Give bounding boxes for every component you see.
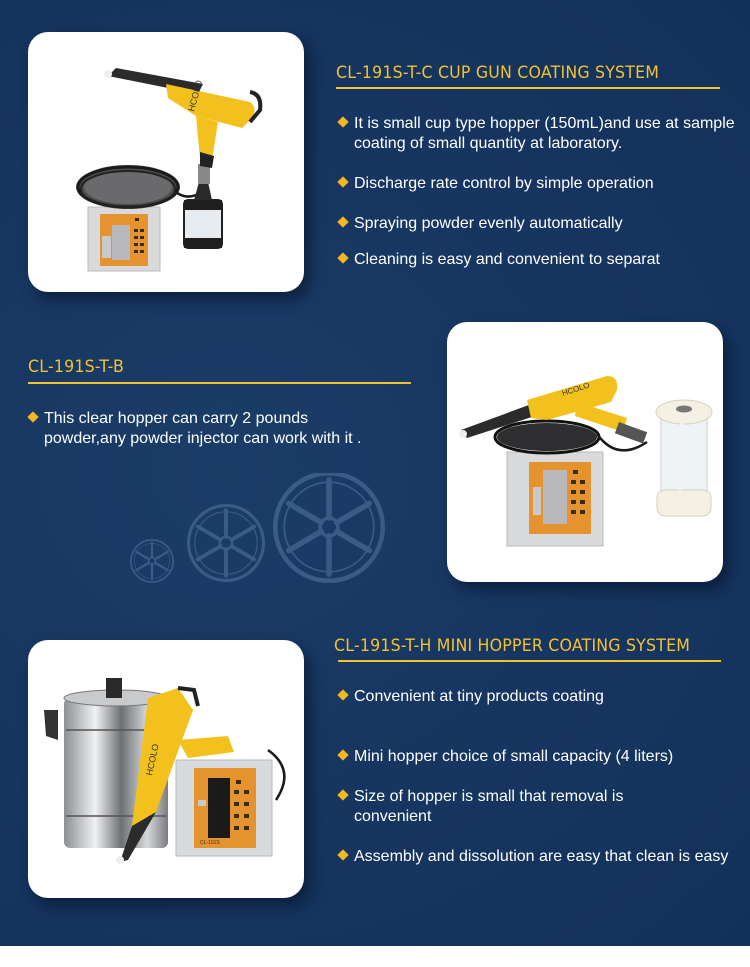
- diamond-bullet-icon: [337, 849, 348, 860]
- product-image-mini-hopper: [28, 640, 304, 898]
- feature-list-clear-hopper: [28, 409, 368, 449]
- section-title-clear-hopper: CL-191S-T-B: [28, 357, 124, 377]
- diamond-bullet-icon: [337, 116, 348, 127]
- wheel-rim-decoration-icon: [128, 473, 388, 588]
- diamond-bullet-icon: [27, 411, 38, 422]
- mini-hopper-system-illustration: [28, 640, 304, 898]
- diamond-bullet-icon: [337, 252, 348, 263]
- diamond-bullet-icon: [337, 749, 348, 760]
- feature-item: Spraying powder evenly automatically: [338, 214, 738, 234]
- feature-item: Size of hopper is small that removal is convenient: [338, 787, 668, 827]
- title-underline: [28, 382, 411, 384]
- diamond-bullet-icon: [337, 216, 348, 227]
- cup-gun-system-illustration: [28, 32, 304, 292]
- feature-item: Cleaning is easy and convenient to separat: [338, 250, 738, 270]
- product-image-clear-hopper: [447, 322, 723, 582]
- feature-item: Convenient at tiny products coating: [338, 687, 742, 707]
- diamond-bullet-icon: [337, 689, 348, 700]
- section-title-cup-gun: CL-191S-T-C CUP GUN COATING SYSTEM: [336, 63, 660, 83]
- title-underline: [338, 660, 721, 662]
- product-image-cup-gun: [28, 32, 304, 292]
- feature-list-cup-gun: [338, 114, 738, 270]
- gun-brand-label: HCOLO: [144, 743, 161, 777]
- title-underline: [336, 87, 720, 89]
- diamond-bullet-icon: [337, 789, 348, 800]
- clear-hopper-system-illustration: [447, 322, 723, 582]
- feature-list-mini-hopper: [338, 687, 742, 867]
- feature-item: Mini hopper choice of small capacity (4 liters): [338, 747, 742, 767]
- feature-item: Assembly and dissolution are easy that clean is easy: [338, 847, 742, 867]
- gun-brand-label: HCOLO: [560, 380, 591, 398]
- gun-brand-label: HCOLO: [186, 79, 205, 113]
- section-title-mini-hopper: CL-191S-T-H MINI HOPPER COATING SYSTEM: [334, 636, 691, 656]
- controller-model-label: CL-191S: [200, 840, 220, 846]
- diamond-bullet-icon: [337, 176, 348, 187]
- feature-item: Discharge rate control by simple operation: [338, 174, 738, 194]
- feature-item: This clear hopper can carry 2 pounds powder,any powder injector can work with it .: [28, 409, 368, 449]
- feature-item: It is small cup type hopper (150mL)and use at sample coating of small quantity at laboratory.: [338, 114, 738, 154]
